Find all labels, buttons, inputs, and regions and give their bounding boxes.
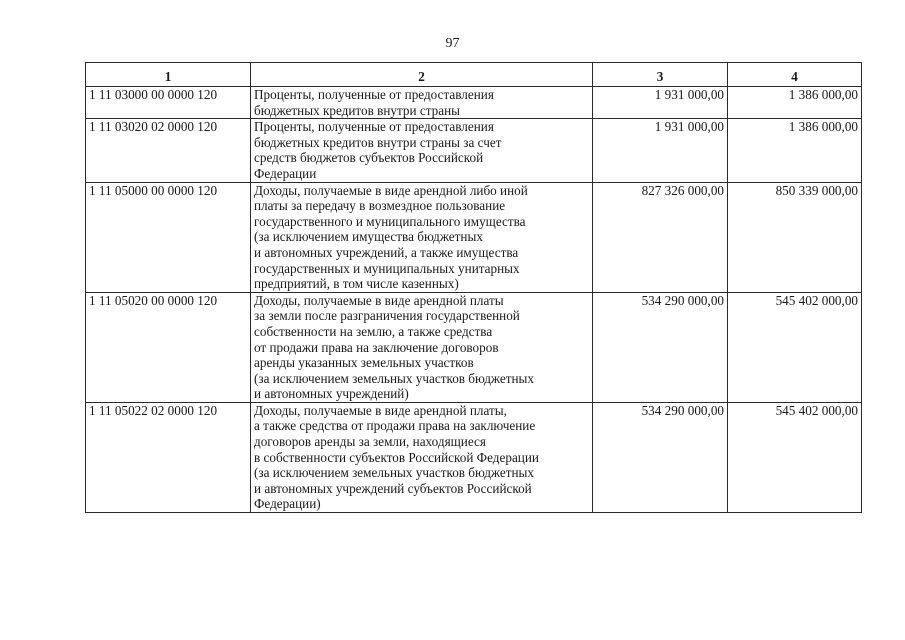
revenue-name: Доходы, получаемые в виде арендной платы за земли после разграничения государственной собственности на землю, а также средства от продажи права на заключение договоров аренды указанных земельных участков (за исключением земельных участков бюджетных и автономных учреждений) [251, 292, 593, 402]
amount-col-3: 534 290 000,00 [593, 292, 728, 402]
revenue-name: Доходы, получаемые в виде арендной либо иной платы за передачу в возмездное пользование государственного и муниципального имущества (за исключением имущества бюджетных и автономных учреждений, а также имущества государственных и муниципальных унитарных предприятий, в том числе казенных) [251, 182, 593, 292]
revenue-name: Доходы, получаемые в виде арендной платы, а также средства от продажи права на заключение договоров аренды за земли, находящиеся в собственности субъектов Российской Федерации (за исключением земельных участков бюджетных и автономных учреждений субъектов Российской Федерации) [251, 402, 593, 512]
amount-col-4: 850 339 000,00 [728, 182, 862, 292]
table-header [86, 63, 862, 87]
table-row [86, 182, 862, 292]
table-row [86, 87, 862, 119]
revenue-code: 1 11 05020 00 0000 120 [86, 292, 251, 402]
amount-col-3: 1 931 000,00 [593, 87, 728, 119]
revenue-name: Проценты, полученные от предоставления бюджетных кредитов внутри страны [251, 87, 593, 119]
revenue-code: 1 11 05000 00 0000 120 [86, 182, 251, 292]
amount-col-3: 827 326 000,00 [593, 182, 728, 292]
revenue-code: 1 11 03020 02 0000 120 [86, 119, 251, 182]
table-row [86, 119, 862, 182]
amount-col-3: 534 290 000,00 [593, 402, 728, 512]
amount-col-3: 1 931 000,00 [593, 119, 728, 182]
amount-col-4: 1 386 000,00 [728, 119, 862, 182]
table-body [86, 87, 862, 513]
revenue-code: 1 11 03000 00 0000 120 [86, 87, 251, 119]
revenue-table [85, 62, 862, 513]
header-col-4: 4 [728, 63, 862, 87]
amount-col-4: 545 402 000,00 [728, 292, 862, 402]
header-col-1: 1 [86, 63, 251, 87]
amount-col-4: 545 402 000,00 [728, 402, 862, 512]
amount-col-4: 1 386 000,00 [728, 87, 862, 119]
header-col-2: 2 [251, 63, 593, 87]
header-row [86, 63, 862, 87]
table-row [86, 402, 862, 512]
revenue-code: 1 11 05022 02 0000 120 [86, 402, 251, 512]
table-row [86, 292, 862, 402]
page-number: 97 [445, 36, 460, 51]
header-col-3: 3 [593, 63, 728, 87]
revenue-name: Проценты, полученные от предоставления бюджетных кредитов внутри страны за счет средств бюджетов субъектов Российской Федерации [251, 119, 593, 182]
